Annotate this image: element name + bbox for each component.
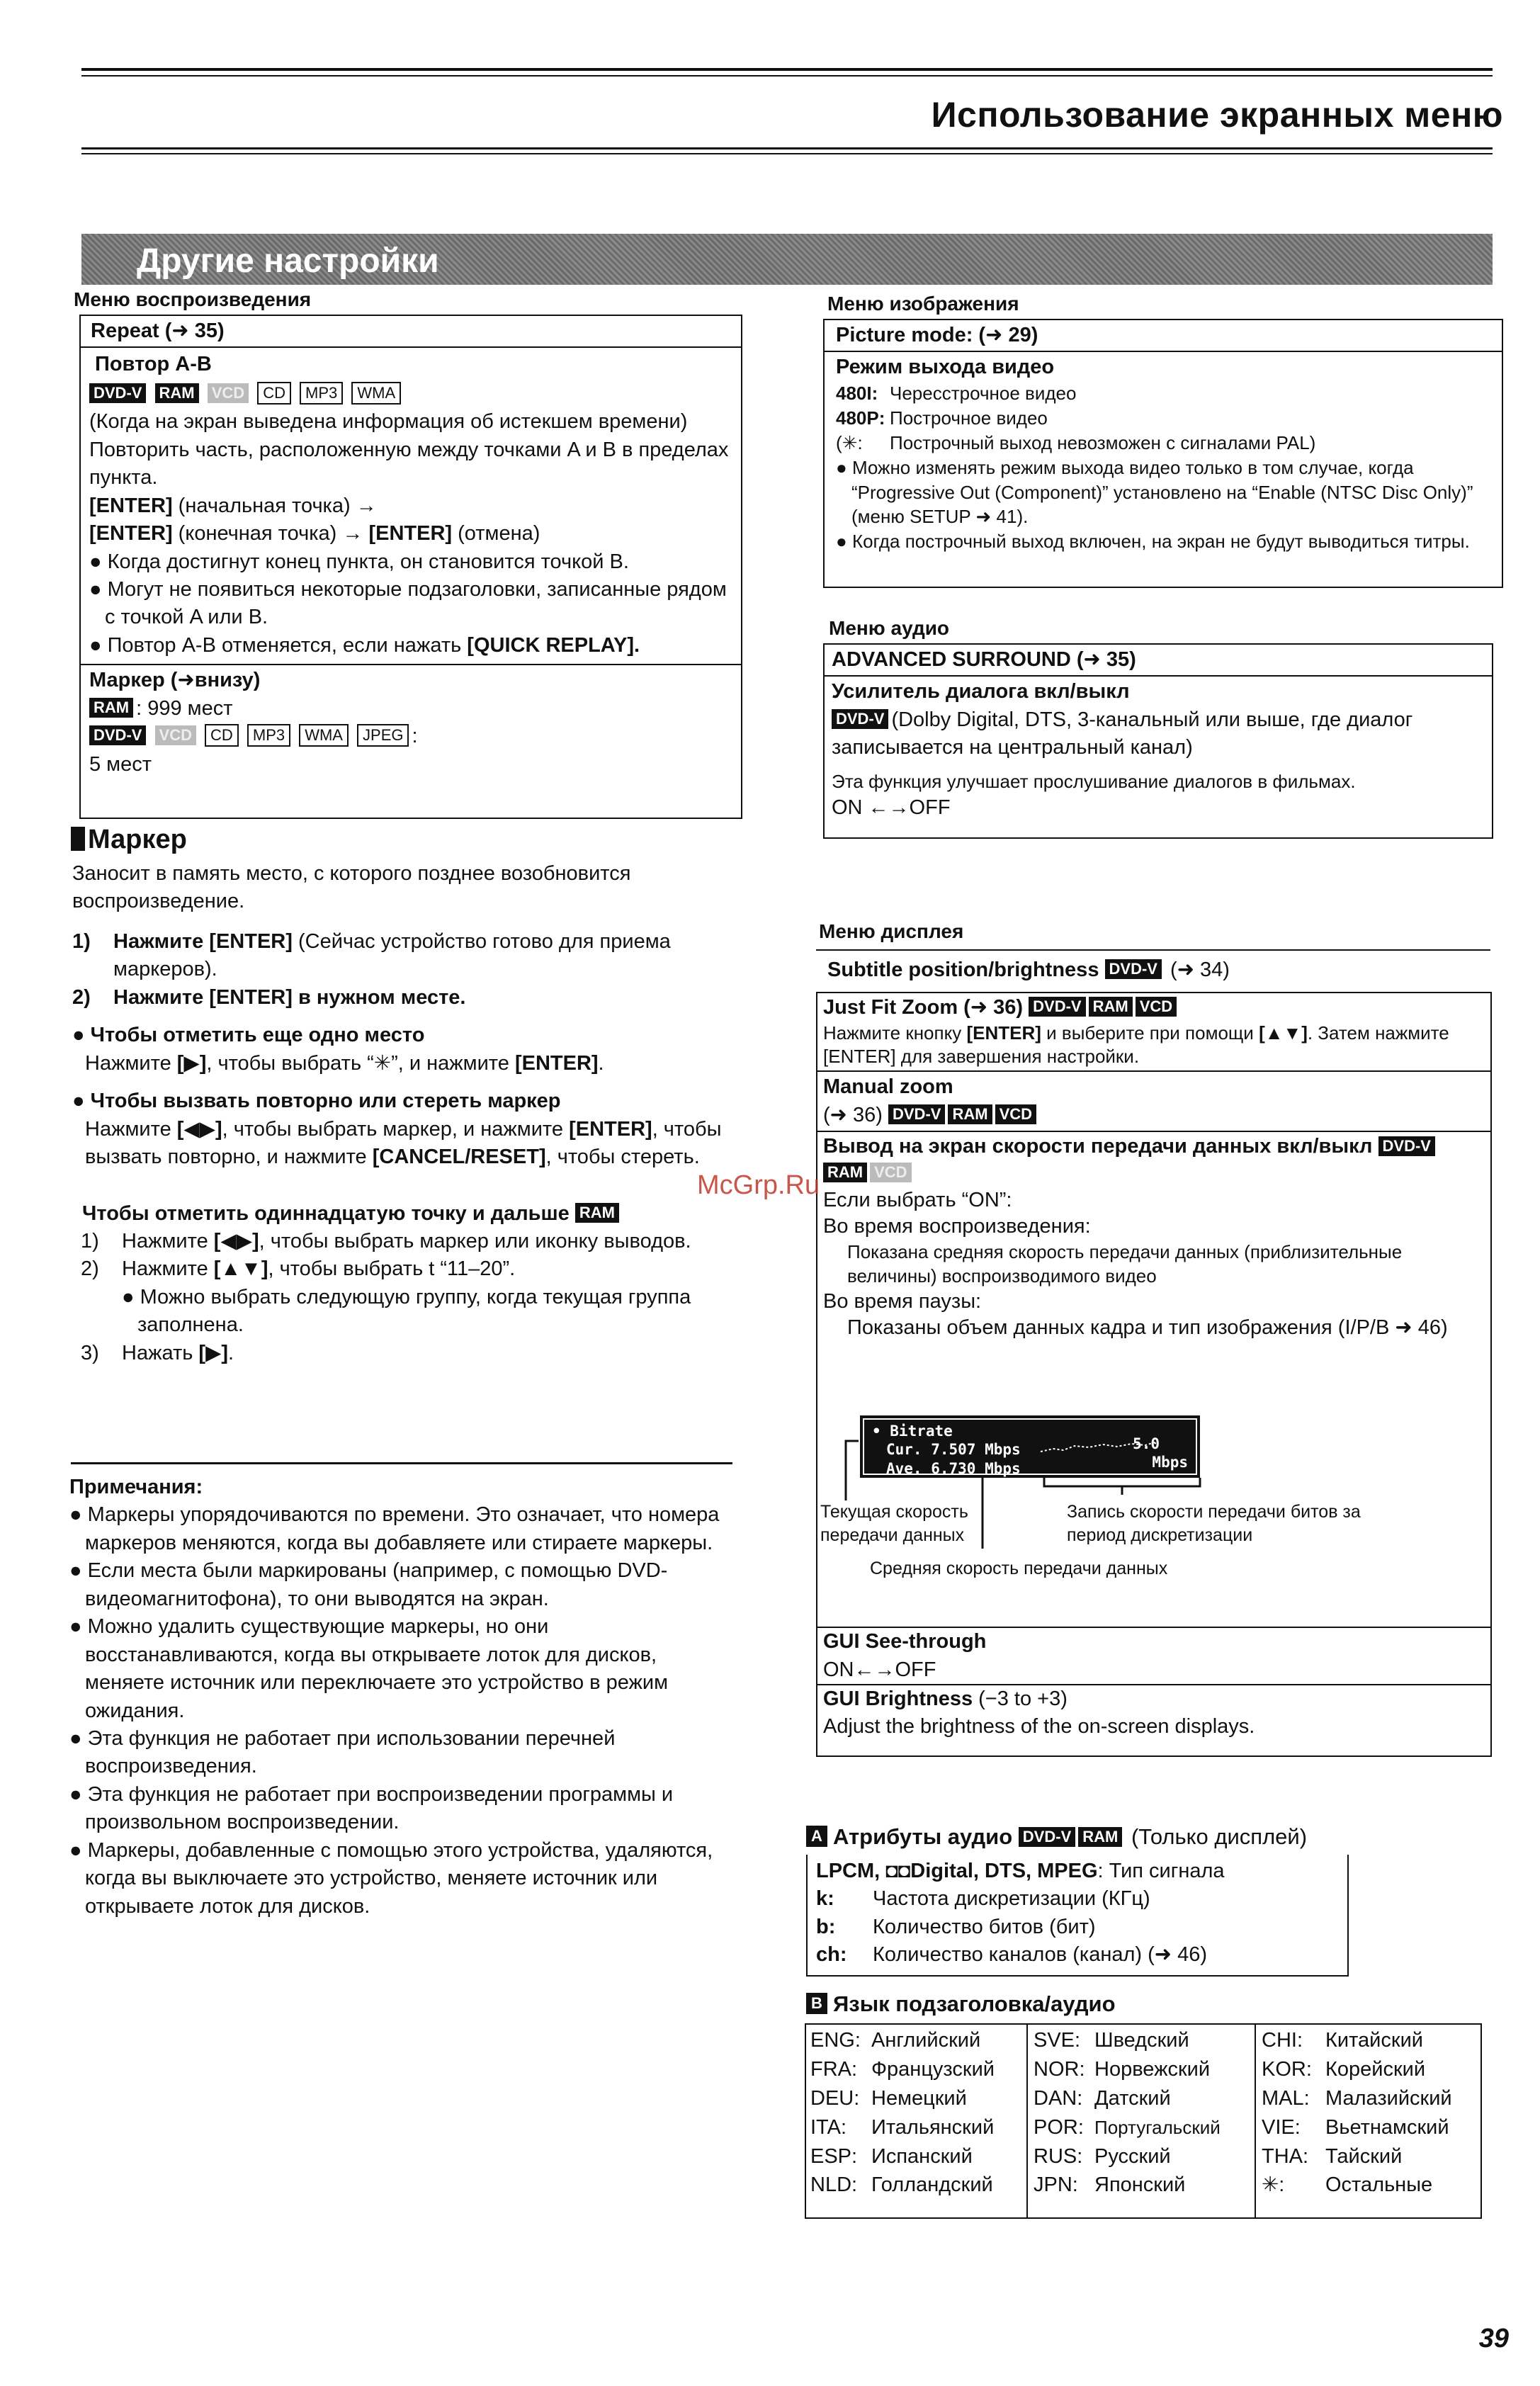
attr-val: Частота дискретизации (КГц) bbox=[873, 1887, 1150, 1911]
note-key: (✳: bbox=[836, 431, 863, 453]
gst-value: ON←→OFF bbox=[823, 1658, 936, 1681]
ab-repeat-row bbox=[81, 346, 741, 664]
cap-current: Текущая скорость передачи данных bbox=[820, 1502, 968, 1545]
e3-a: Нажать bbox=[122, 1341, 199, 1364]
ab-text-1: (Когда на экран выведена информация об истекшем времени) bbox=[89, 410, 688, 434]
eleventh-title-text: Чтобы отметить одиннадцатую точку и дальше bbox=[82, 1202, 570, 1225]
lang-code: ENG: bbox=[810, 2029, 861, 2052]
badge-dvdv: DVD-V bbox=[1019, 1827, 1075, 1847]
note-value: Построчный выход невозможен с сигналами PAL) bbox=[890, 431, 1316, 453]
audio-attr-formats: LPCM, ◘◘Digital, DTS, MPEG bbox=[816, 1860, 1098, 1882]
lang-name: Русский bbox=[1094, 2144, 1171, 2168]
marker-title: Маркер bbox=[89, 669, 165, 692]
br-pause-text: Показаны объем данных кадра и тип изображения (I/P/B ➜ 46) bbox=[847, 1316, 1448, 1340]
picture-menu-heading: Меню изображения bbox=[827, 293, 1019, 315]
another-b: [▶] bbox=[176, 1051, 207, 1075]
section-title: Другие настройки bbox=[137, 242, 439, 280]
step-2-num: 2) bbox=[72, 985, 91, 1009]
audio-attr-heading bbox=[806, 1822, 1307, 1852]
lang-entry bbox=[810, 2055, 1021, 2084]
lang-name: Японский bbox=[1094, 2173, 1186, 2197]
badge-dvdv: DVD-V bbox=[832, 709, 888, 729]
lang-code: FRA: bbox=[810, 2057, 858, 2081]
header-rule-bottom-1 bbox=[81, 147, 1493, 149]
step-1-num: 1) bbox=[72, 930, 91, 953]
e1-b: [◀▶] bbox=[213, 1229, 259, 1253]
audio-attr-k bbox=[816, 1885, 1339, 1913]
audio-menu-heading: Меню аудио bbox=[829, 617, 950, 639]
video-out-bullet-2: ● Когда построчный выход включен, на экран не будут выводиться титры. bbox=[836, 531, 1470, 553]
ab-enter-3-key: [ENTER] bbox=[368, 522, 453, 545]
480p-value: Построчное видео bbox=[890, 407, 1048, 429]
playback-menu-heading: Меню воспроизведения bbox=[74, 288, 312, 310]
lang-entry bbox=[1262, 2055, 1475, 2084]
lang-code: SVE: bbox=[1034, 2029, 1081, 2052]
note-item: ● Маркеры, добавленные с помощью этого устройства, удаляются, когда вы выключаете это устройство, меняете источник или открываете лоток для дисков. bbox=[69, 1838, 713, 1918]
marker-square-icon bbox=[71, 827, 85, 851]
recall-title: ● Чтобы вызвать повторно или стереть маркер bbox=[72, 1090, 561, 1113]
ab-repeat-title: Повтор A-B bbox=[95, 353, 212, 376]
lang-name: Шведский bbox=[1094, 2029, 1189, 2052]
lang-entry bbox=[810, 2113, 1021, 2142]
gui-see-through-row bbox=[817, 1627, 1490, 1684]
lang-code: NLD: bbox=[810, 2173, 858, 2197]
another-title: ● Чтобы отметить еще одно место bbox=[72, 1024, 425, 1047]
badge-ram: RAM bbox=[948, 1104, 992, 1124]
lang-code: KOR: bbox=[1262, 2057, 1312, 2081]
dialog-title: Усилитель диалога вкл/выкл bbox=[832, 680, 1130, 703]
lang-name: Тайский bbox=[1325, 2144, 1403, 2168]
audio-attr-suffix: (Только дисплей) bbox=[1131, 1824, 1308, 1849]
e1-a: Нажмите bbox=[122, 1229, 214, 1253]
attr-val: Количество битов (бит) bbox=[873, 1915, 1096, 1938]
badge-vcd: VCD bbox=[208, 383, 249, 403]
display-menu-rule bbox=[816, 949, 1490, 951]
jfz-d: [▲▼] bbox=[1259, 1022, 1308, 1044]
marker-intro: Заносит в память место, с которого позднее возобновится воспроизведение. bbox=[72, 862, 631, 913]
jfz-e: . Затем нажмите [ENTER] для завершения настройки. bbox=[823, 1022, 1449, 1068]
gbr-title: GUI Brightness bbox=[823, 1687, 973, 1711]
badge-ram: RAM bbox=[575, 1203, 619, 1223]
cap-average: Средняя скорость передачи данных bbox=[870, 1559, 1168, 1579]
e3-num: 3) bbox=[81, 1341, 99, 1364]
note-text: Можно удалить существующие маркеры, но они восстанавливаются, когда вы открываете лоток для дисков, меняете источник или переключаете это устройство в режим ожидания. bbox=[85, 1615, 669, 1722]
osd-callout-lines bbox=[817, 1132, 1490, 1628]
ab-bullet-3: ● Повтор A-B отменяется, если нажать [QUICK REPLAY]. bbox=[89, 633, 640, 657]
step-2-bold: Нажмите [ENTER] в нужном месте. bbox=[113, 985, 466, 1009]
e2-b: [▲▼] bbox=[213, 1257, 268, 1281]
repeat-row: Repeat (➜ 35) bbox=[91, 320, 225, 342]
lang-entry bbox=[1034, 2142, 1249, 2171]
lang-entry bbox=[1034, 2055, 1249, 2084]
recall-text bbox=[72, 1116, 731, 1172]
audio-attr-title: Атрибуты аудио bbox=[833, 1824, 1013, 1849]
another-e: . bbox=[598, 1051, 604, 1075]
badge-cd: CD bbox=[205, 724, 239, 747]
dialog-text bbox=[832, 706, 1485, 762]
audio-attr-b bbox=[816, 1913, 1339, 1941]
note-text: Маркеры, добавленные с помощью этого устройства, удаляются, когда вы выключаете это устройство, меняете источник или открываете лоток для дисков. bbox=[85, 1838, 713, 1918]
ab-bullet-2: ● Могут не появиться некоторые подзаголовки, записанные рядом с точкой A или B. bbox=[89, 577, 727, 629]
osd-scale: 5.0 bbox=[1133, 1435, 1160, 1453]
lang-name: Малазийский bbox=[1325, 2086, 1452, 2110]
ab-last-key: [QUICK REPLAY]. bbox=[467, 633, 640, 657]
lang-code: JPN: bbox=[1034, 2173, 1078, 2197]
lang-code: CHI: bbox=[1262, 2029, 1303, 2052]
lang-name: Итальянский bbox=[871, 2115, 995, 2139]
br-play: Во время воспроизведения: bbox=[823, 1215, 1091, 1238]
lang-entry bbox=[810, 2171, 1021, 2200]
osd-cur: Cur. 7.507 Mbps bbox=[886, 1441, 1021, 1459]
note-text: Маркеры упорядочиваются по времени. Это означает, что номера маркеров меняются, когда вы добавляете или стираете маркеры. bbox=[85, 1503, 720, 1554]
eleventh-step-2 bbox=[72, 1255, 745, 1283]
e1-c: , чтобы выбрать маркер или иконку выводов. bbox=[259, 1229, 691, 1253]
marker-step-1 bbox=[72, 928, 745, 984]
lang-table-box bbox=[805, 2023, 1482, 2219]
badge-dvdv: DVD-V bbox=[89, 383, 146, 403]
video-out-480i bbox=[836, 381, 1490, 406]
mark-a-icon: A bbox=[806, 1826, 827, 1847]
video-out-bullet-2-text: Когда построчный выход включен, на экран не будут выводиться титры. bbox=[851, 531, 1470, 553]
dialog-desc: (Dolby Digital, DTS, 3-канальный или выше, где диалог записывается на центральный канал) bbox=[832, 708, 1413, 759]
header-rule-top-2 bbox=[81, 75, 1493, 77]
video-out-bullet-1-text: Можно изменять режим выхода видео только в том случае, когда “Progressive Out (Component)” установлено на “Enable (NTSC Disc Only)” (меню SETUP ➜ 41). bbox=[851, 456, 1473, 528]
lang-name: Испанский bbox=[871, 2144, 973, 2168]
badge-dvdv: DVD-V bbox=[1029, 997, 1085, 1017]
e2-bullet: Можно выбрать следующую группу, когда текущая группа заполнена. bbox=[137, 1285, 691, 1337]
display-menu-heading: Меню дисплея bbox=[819, 920, 964, 942]
dialog-note: Эта функция улучшает прослушивание диалогов в фильмах. bbox=[832, 770, 1356, 792]
badge-wma: WMA bbox=[299, 724, 349, 747]
badge-cd: CD bbox=[257, 382, 291, 405]
480i-key: 480I: bbox=[836, 383, 878, 405]
badge-ram: RAM bbox=[1078, 1827, 1122, 1847]
badge-ram: RAM bbox=[823, 1163, 867, 1182]
step-1-text: (Сейчас устройство готово для приема маркеров). bbox=[113, 930, 671, 981]
lang-entry bbox=[1262, 2113, 1475, 2142]
audio-attr-ch bbox=[816, 1941, 1339, 1969]
lang-entry bbox=[1262, 2026, 1475, 2055]
marker-ram-text: : 999 мест bbox=[136, 696, 233, 720]
subtitle-position-row bbox=[827, 956, 1230, 984]
ab-text-2: Повторить часть, расположенную между точками A и B в пределах пункта. bbox=[89, 438, 729, 490]
badge-vcd: VCD bbox=[870, 1163, 911, 1182]
br-title-text: Вывод на экран скорости передачи данных вкл/выкл bbox=[823, 1135, 1373, 1158]
badge-dvdv: DVD-V bbox=[89, 725, 146, 745]
lang-entry bbox=[1262, 2084, 1475, 2113]
lang-table bbox=[806, 2025, 1480, 2217]
badge-dvdv: DVD-V bbox=[1378, 1136, 1435, 1156]
marker-row: Маркер (➜внизу) RAM : 999 мест DVD-V VCD CD MP3 WMA JPEG : 5 мест bbox=[81, 664, 741, 780]
subtitle-title: Subtitle position/brightness bbox=[827, 959, 1099, 981]
audio-attr-box bbox=[806, 1855, 1349, 1977]
ab-enter-1-key: [ENTER] bbox=[89, 494, 173, 517]
lang-title: Язык подзаголовка/аудио bbox=[833, 1991, 1116, 2016]
notes-block bbox=[69, 1474, 737, 1921]
dialog-onoff: ON ←→OFF bbox=[832, 796, 951, 820]
gst-title: GUI See-through bbox=[823, 1630, 987, 1653]
recall-b: [◀▶] bbox=[176, 1117, 222, 1141]
lang-col-3 bbox=[1255, 2025, 1480, 2217]
lang-code: THA: bbox=[1262, 2144, 1309, 2168]
just-fit-zoom-row bbox=[817, 993, 1490, 1070]
note-item: ● Можно удалить существующие маркеры, но они восстанавливаются, когда вы открываете лоток для дисков, меняете источник или переключаете это устройство в режим ожидания. bbox=[69, 1615, 669, 1722]
note-item: ● Эта функция не работает при использовании перечней воспроизведения. bbox=[69, 1726, 616, 1778]
marker-steps bbox=[72, 928, 745, 1367]
eleventh-step-3 bbox=[72, 1340, 745, 1367]
recall-title-text: Чтобы вызвать повторно или стереть маркер bbox=[90, 1090, 561, 1113]
header-rule-top-1 bbox=[81, 68, 1493, 71]
br-play-text: Показана средняя скорость передачи данных (приблизительные величины) воспроизводимого видео bbox=[847, 1240, 1403, 1287]
lang-name: Французский bbox=[871, 2057, 995, 2081]
badge-vcd: VCD bbox=[155, 725, 196, 745]
audio-attr-formats-desc: : Тип сигнала bbox=[1097, 1860, 1225, 1882]
ab-bullet-2-text: Могут не появиться некоторые подзаголовки, записанные рядом с точкой A или B. bbox=[105, 577, 727, 629]
lang-name: Корейский bbox=[1325, 2057, 1426, 2081]
ab-enter-2 bbox=[89, 520, 732, 548]
lang-name: Норвежский bbox=[1094, 2057, 1211, 2081]
badge-ram: RAM bbox=[89, 698, 133, 718]
badge-dvdv: DVD-V bbox=[888, 1104, 945, 1124]
bitrate-row bbox=[817, 1131, 1490, 1627]
picture-menu-box bbox=[823, 319, 1503, 588]
attr-val: Количество каналов (канал) (➜ 46) bbox=[873, 1943, 1208, 1967]
jfz-a: Нажмите кнопку bbox=[823, 1022, 967, 1044]
osd-ave: Ave. 6.730 Mbps bbox=[886, 1459, 1021, 1477]
picture-mode: Picture mode: (➜ 29) bbox=[836, 324, 1038, 346]
lang-code: ESP: bbox=[810, 2144, 858, 2168]
display-menu-box bbox=[816, 992, 1492, 1757]
lang-entry bbox=[810, 2142, 1021, 2171]
lang-entry bbox=[1262, 2171, 1475, 2200]
attr-key: k: bbox=[816, 1887, 834, 1911]
note-item: ● Если места были маркированы (например, с помощью DVD-видеомагнитофона), то они выводятся на экран. bbox=[69, 1559, 668, 1610]
jfz-text bbox=[823, 1022, 1485, 1070]
notes-rule bbox=[71, 1462, 732, 1464]
page-title: Использование экранных меню bbox=[931, 95, 1503, 135]
marker-step-2 bbox=[72, 984, 745, 1012]
lang-name: Вьетнамский bbox=[1325, 2115, 1449, 2139]
audio-menu-box bbox=[823, 643, 1493, 839]
lang-code: ✳: bbox=[1262, 2173, 1285, 2197]
lang-col-1 bbox=[806, 2025, 1027, 2217]
lang-entry bbox=[1034, 2084, 1249, 2113]
lang-entry bbox=[810, 2026, 1021, 2055]
step-1-bold: Нажмите [ENTER] bbox=[113, 930, 293, 953]
lang-name: Датский bbox=[1094, 2086, 1171, 2110]
note-item: ● Маркеры упорядочиваются по времени. Это означает, что номера маркеров меняются, когда вы добавляете или стираете маркеры. bbox=[69, 1503, 720, 1554]
recall-e: , чтобы вызвать повторно, и нажмите bbox=[85, 1117, 722, 1169]
note-text: Эта функция не работает при воспроизведении программы и произвольном воспроизведении. bbox=[85, 1782, 674, 1834]
lang-entry bbox=[810, 2084, 1021, 2113]
480p-key: 480P: bbox=[836, 407, 885, 429]
ab-last-text: Повтор A-B отменяется, если нажать bbox=[107, 633, 468, 657]
page-number: 39 bbox=[1478, 2324, 1509, 2353]
gui-brightness-row bbox=[817, 1684, 1490, 1741]
badge-vcd: VCD bbox=[1136, 997, 1177, 1017]
badge-jpeg: JPEG bbox=[357, 724, 409, 747]
ab-bullet-1-text: Когда достигнут конец пункта, он становится точкой B. bbox=[107, 550, 629, 573]
notes-title: Примечания: bbox=[69, 1476, 203, 1498]
e2-c: , чтобы выбрать t “11–20”. bbox=[268, 1257, 516, 1281]
osd-title: • Bitrate bbox=[872, 1423, 953, 1440]
playback-menu-box bbox=[79, 315, 742, 819]
mark-b-icon: B bbox=[806, 1993, 827, 2014]
video-out-480p bbox=[836, 406, 1490, 431]
mz-ref: (➜ 36) bbox=[823, 1103, 883, 1126]
e1-num: 1) bbox=[81, 1229, 99, 1253]
ab-enter-2-text: (конечная точка) → bbox=[172, 522, 369, 545]
lang-name: Английский bbox=[871, 2029, 981, 2052]
480i-value: Чересстрочное видео bbox=[890, 383, 1077, 405]
lang-code: POR: bbox=[1034, 2115, 1084, 2139]
osd-unit: Mbps bbox=[1152, 1454, 1188, 1471]
lang-code: VIE: bbox=[1262, 2115, 1301, 2139]
recall-g: , чтобы стереть. bbox=[545, 1146, 700, 1169]
ab-enter-1 bbox=[89, 492, 732, 520]
attr-key: ch: bbox=[816, 1943, 847, 1967]
recall-a: Нажмите bbox=[85, 1117, 177, 1141]
br-pause: Во время паузы: bbox=[823, 1289, 982, 1313]
advanced-surround-row: ADVANCED SURROUND (➜ 35) bbox=[832, 648, 1136, 671]
jfz-title: Just Fit Zoom (➜ 36) bbox=[823, 996, 1024, 1019]
ab-enter-1-text: (начальная точка) → bbox=[172, 494, 377, 517]
mz-title: Manual zoom bbox=[823, 1075, 953, 1099]
lang-heading bbox=[806, 1989, 1116, 2019]
badge-wma: WMA bbox=[351, 382, 401, 405]
ab-badges bbox=[89, 380, 732, 408]
badge-dvdv: DVD-V bbox=[1105, 959, 1162, 979]
note-item: ● Эта функция не работает при воспроизведении программы и произвольном воспроизведении. bbox=[69, 1782, 674, 1834]
badge-mp3: MP3 bbox=[247, 724, 290, 747]
note-text: Эта функция не работает при использовании перечней воспроизведения. bbox=[85, 1726, 616, 1778]
lang-name: Португальский bbox=[1094, 2116, 1221, 2138]
video-out-row bbox=[825, 351, 1502, 555]
lang-entry bbox=[1034, 2113, 1249, 2142]
jfz-c: и выберите при помощи bbox=[1041, 1022, 1259, 1044]
recall-f: [CANCEL/RESET] bbox=[372, 1146, 546, 1169]
header-rule-bottom-2 bbox=[81, 153, 1493, 154]
badge-ram: RAM bbox=[1089, 997, 1133, 1017]
br-on: Если выбрать “ON”: bbox=[823, 1188, 1012, 1211]
ab-enter-2-key: [ENTER] bbox=[89, 522, 173, 545]
video-out-note bbox=[836, 431, 1490, 456]
lang-col-2 bbox=[1027, 2025, 1255, 2217]
jfz-b: [ENTER] bbox=[966, 1022, 1041, 1044]
lang-code: RUS: bbox=[1034, 2144, 1083, 2168]
lang-name: Немецкий bbox=[871, 2086, 967, 2110]
watermark: McGrp.Ru bbox=[697, 1170, 820, 1200]
cap-record: Запись скорости передачи битов за период дискретизации bbox=[1067, 1502, 1361, 1545]
lang-code: ITA: bbox=[810, 2115, 847, 2139]
eleventh-bullet: ● Можно выбрать следующую группу, когда текущая группа заполнена. bbox=[122, 1285, 691, 1337]
lang-name: Голландский bbox=[871, 2173, 993, 2197]
subtitle-ref: (➜ 34) bbox=[1170, 959, 1230, 981]
another-d: [ENTER] bbox=[514, 1051, 599, 1075]
lang-entry bbox=[1262, 2142, 1475, 2171]
ab-bullet-1: ● Когда достигнут конец пункта, он становится точкой B. bbox=[89, 550, 629, 573]
lang-code: NOR: bbox=[1034, 2057, 1085, 2081]
lang-code: DAN: bbox=[1034, 2086, 1083, 2110]
gbr-range: (−3 to +3) bbox=[973, 1687, 1068, 1711]
eleventh-title bbox=[72, 1200, 745, 1228]
badge-vcd: VCD bbox=[995, 1104, 1036, 1124]
another-c: , чтобы выбрать “✳”, и нажмите bbox=[206, 1051, 515, 1075]
audio-attr-line1 bbox=[816, 1858, 1339, 1885]
e3-c: . bbox=[228, 1341, 234, 1364]
lang-entry bbox=[1034, 2026, 1249, 2055]
e2-a: Нажмите bbox=[122, 1257, 214, 1281]
ab-enter-3-text: (отмена) bbox=[452, 522, 540, 545]
marker-count: 5 мест bbox=[89, 752, 152, 776]
badge-mp3: MP3 bbox=[300, 382, 343, 405]
marker-section-title-text: Маркер bbox=[88, 825, 187, 854]
marker-ref: (➜внизу) bbox=[170, 669, 261, 692]
lang-name: Остальные bbox=[1325, 2173, 1433, 2197]
another-title-text: Чтобы отметить еще одно место bbox=[90, 1024, 425, 1047]
eleventh-step-1 bbox=[72, 1228, 745, 1255]
lang-code: DEU: bbox=[810, 2086, 860, 2110]
e3-b: [▶] bbox=[198, 1341, 229, 1364]
another-text bbox=[72, 1050, 745, 1078]
section-banner bbox=[81, 234, 1493, 285]
e2-num: 2) bbox=[81, 1257, 99, 1281]
badge-ram: RAM bbox=[155, 383, 199, 403]
video-out-bullet-1: ● Можно изменять режим выхода видео только в том случае, когда “Progressive Out (Component)” установлено на “Enable (NTSC Disc Only)” (меню SETUP ➜ 41). bbox=[836, 456, 1473, 528]
lang-code: MAL: bbox=[1262, 2086, 1310, 2110]
lang-entry bbox=[1034, 2171, 1249, 2200]
another-a: Нажмите bbox=[85, 1051, 177, 1075]
recall-d: [ENTER] bbox=[569, 1117, 652, 1141]
gbr-text: Adjust the brightness of the on-screen displays. bbox=[823, 1715, 1255, 1738]
recall-c: , чтобы выбрать маркер, и нажмите bbox=[222, 1117, 570, 1141]
picture-mode-row bbox=[825, 320, 1502, 351]
lang-name: Китайский bbox=[1325, 2029, 1423, 2052]
attr-key: b: bbox=[816, 1915, 836, 1938]
dialog-enhancer-row bbox=[825, 675, 1492, 823]
manual-zoom-row bbox=[817, 1070, 1490, 1131]
marker-section-title bbox=[71, 822, 187, 859]
note-text: Если места были маркированы (например, с помощью DVD-видеомагнитофона), то они выводятся на экран. bbox=[85, 1559, 668, 1610]
video-out-title: Режим выхода видео bbox=[836, 356, 1055, 379]
